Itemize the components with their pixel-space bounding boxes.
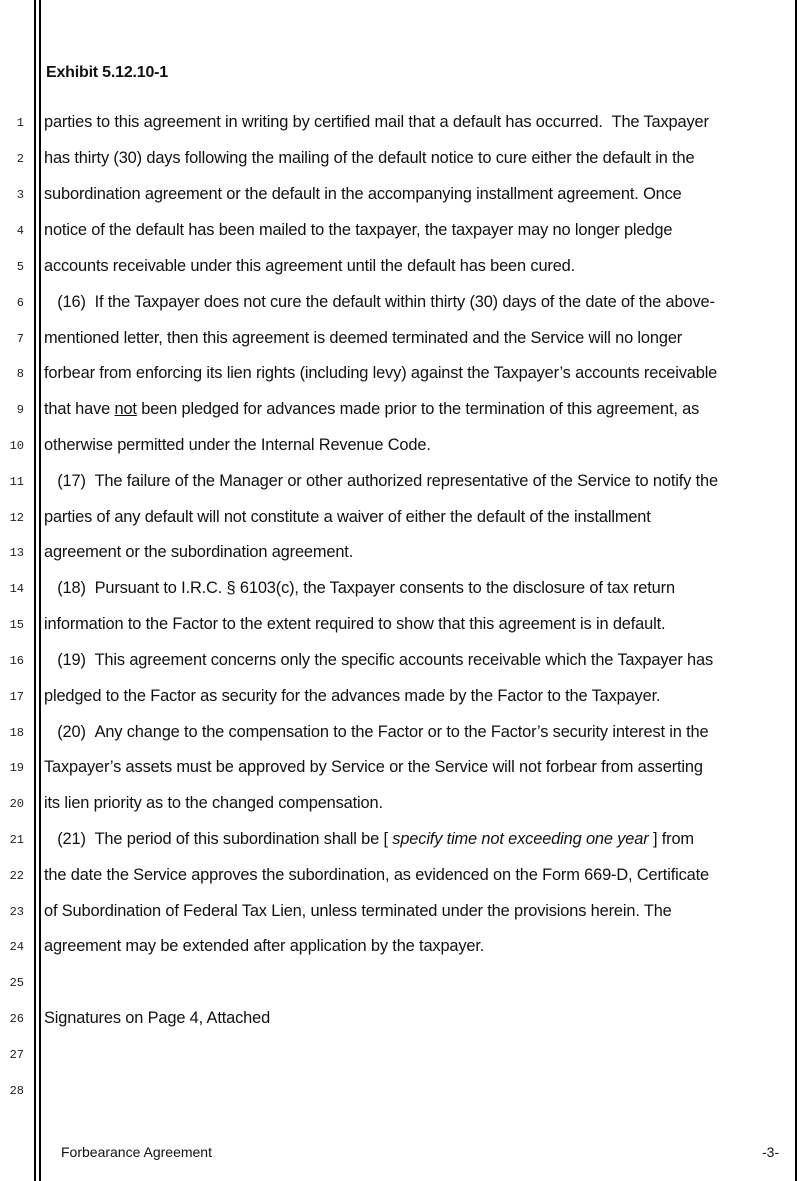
line-text xyxy=(44,756,703,778)
line-number: 24 xyxy=(9,940,24,954)
document-line xyxy=(0,828,802,852)
line-text xyxy=(44,541,353,563)
line-text xyxy=(44,255,575,277)
text-segment: forbear from enforcing its lien rights (including levy) against the Taxpayer’s accounts receivable xyxy=(44,364,718,382)
underlined-text: not xyxy=(114,400,137,418)
line-text xyxy=(44,828,694,850)
line-text xyxy=(44,470,718,492)
line-text xyxy=(44,792,383,814)
line-number: 3 xyxy=(16,188,24,202)
line-number: 10 xyxy=(9,439,24,453)
line-number: 21 xyxy=(9,833,24,847)
line-number: 6 xyxy=(16,296,24,310)
line-text xyxy=(44,362,717,384)
line-number: 23 xyxy=(9,905,24,919)
document-line xyxy=(0,1043,802,1067)
footer-page-number: -3- xyxy=(762,1144,780,1160)
line-text xyxy=(44,327,682,349)
document-line xyxy=(0,649,802,673)
text-segment: parties to this agreement in writing by certified mail that a default has occurred. The Taxpayer xyxy=(44,113,709,131)
line-text xyxy=(44,721,709,743)
text-segment: accounts receivable under this agreement until the default has been cured. xyxy=(44,257,576,275)
document-line xyxy=(0,1079,802,1103)
document-line xyxy=(0,935,802,959)
document-line xyxy=(0,900,802,924)
text-segment: agreement or the subordination agreement. xyxy=(44,543,354,561)
text-segment: otherwise permitted under the Internal Revenue Code. xyxy=(44,436,431,454)
document-line xyxy=(0,470,802,494)
line-number: 27 xyxy=(9,1048,24,1062)
document-line xyxy=(0,147,802,171)
document-line xyxy=(0,183,802,207)
text-segment: that have xyxy=(44,400,115,418)
text-segment: of Subordination of Federal Tax Lien, unless terminated under the provisions herein. The xyxy=(44,902,672,920)
text-segment: ] from xyxy=(648,830,694,848)
line-number: 28 xyxy=(9,1084,24,1098)
document-line xyxy=(0,434,802,458)
text-segment: notice of the default has been mailed to the taxpayer, the taxpayer may no longer pledge xyxy=(44,221,673,239)
text-segment: (20) Any change to the compensation to the Factor or to the Factor’s security interest in the xyxy=(44,723,709,741)
line-text xyxy=(44,434,431,456)
document-line xyxy=(0,613,802,637)
line-number: 17 xyxy=(9,690,24,704)
line-number: 15 xyxy=(9,618,24,632)
line-number: 16 xyxy=(9,654,24,668)
line-number: 14 xyxy=(9,582,24,596)
text-segment: Signatures on Page 4, Attached xyxy=(44,1009,271,1027)
document-line xyxy=(0,864,802,888)
text-segment: its lien priority as to the changed compensation. xyxy=(44,794,383,812)
document-line xyxy=(0,1007,802,1031)
line-number: 7 xyxy=(16,332,24,346)
line-number: 2 xyxy=(16,152,24,166)
line-number: 20 xyxy=(9,797,24,811)
line-text xyxy=(44,506,651,528)
line-number: 12 xyxy=(9,511,24,525)
document-line xyxy=(0,219,802,243)
line-number: 13 xyxy=(9,546,24,560)
text-segment: mentioned letter, then this agreement is deemed terminated and the Service will no longer xyxy=(44,329,683,347)
text-segment: has thirty (30) days following the mailing of the default notice to cure either the default in the xyxy=(44,149,695,167)
document-line xyxy=(0,362,802,386)
document-line xyxy=(0,398,802,422)
line-text xyxy=(44,147,694,169)
text-segment: (21) The period of this subordination shall be [ xyxy=(44,830,393,848)
document-line xyxy=(0,506,802,530)
line-text xyxy=(44,219,672,241)
text-segment: (17) The failure of the Manager or other authorized representative of the Service to notify the xyxy=(44,472,718,490)
line-text xyxy=(44,864,709,886)
line-text xyxy=(44,900,672,922)
line-number: 9 xyxy=(16,403,24,417)
line-text xyxy=(44,577,675,599)
line-number: 19 xyxy=(9,761,24,775)
text-segment: (18) Pursuant to I.R.C. § 6103(c), the Taxpayer consents to the disclosure of tax return xyxy=(44,579,675,597)
line-number: 8 xyxy=(16,367,24,381)
line-text xyxy=(44,935,484,957)
line-text xyxy=(44,398,699,420)
line-number: 18 xyxy=(9,726,24,740)
line-number: 26 xyxy=(9,1012,24,1026)
document-line xyxy=(0,541,802,565)
document-line xyxy=(0,792,802,816)
document-line xyxy=(0,327,802,351)
text-segment: (16) If the Taxpayer does not cure the default within thirty (30) days of the date of the above- xyxy=(44,293,715,311)
italic-placeholder-text: specify time not exceeding one year xyxy=(392,830,649,848)
text-segment: been pledged for advances made prior to the termination of this agreement, as xyxy=(136,400,700,418)
line-number: 22 xyxy=(9,869,24,883)
text-segment: the date the Service approves the subordination, as evidenced on the Form 669-D, Certificate xyxy=(44,866,709,884)
line-text xyxy=(44,183,682,205)
exhibit-title: Exhibit 5.12.10-1 xyxy=(46,64,168,81)
line-number: 5 xyxy=(16,260,24,274)
line-number: 4 xyxy=(16,224,24,238)
footer-document-title: Forbearance Agreement xyxy=(61,1144,212,1160)
line-number: 25 xyxy=(9,976,24,990)
line-text xyxy=(44,111,709,133)
line-text xyxy=(44,291,715,313)
document-line xyxy=(0,111,802,135)
line-number: 11 xyxy=(9,475,24,489)
document-line xyxy=(0,971,802,995)
text-segment: (19) This agreement concerns only the specific accounts receivable which the Taxpayer has xyxy=(44,651,714,669)
document-line xyxy=(0,291,802,315)
text-segment: Taxpayer’s assets must be approved by Service or the Service will not forbear from asserting xyxy=(44,758,703,776)
text-segment: information to the Factor to the extent required to show that this agreement is in default. xyxy=(44,615,666,633)
line-number: 1 xyxy=(16,116,24,130)
line-text xyxy=(44,1007,270,1029)
document-line xyxy=(0,255,802,279)
document-line xyxy=(0,685,802,709)
text-segment: subordination agreement or the default in the accompanying installment agreement. Once xyxy=(44,185,682,203)
text-segment: agreement may be extended after application by the taxpayer. xyxy=(44,937,485,955)
line-text xyxy=(44,649,713,671)
document-line xyxy=(0,756,802,780)
text-segment: parties of any default will not constitute a waiver of either the default of the installment xyxy=(44,508,651,526)
document-line xyxy=(0,721,802,745)
text-segment: pledged to the Factor as security for the advances made by the Factor to the Taxpayer. xyxy=(44,687,661,705)
line-text xyxy=(44,613,665,635)
document-line xyxy=(0,577,802,601)
line-text xyxy=(44,685,660,707)
